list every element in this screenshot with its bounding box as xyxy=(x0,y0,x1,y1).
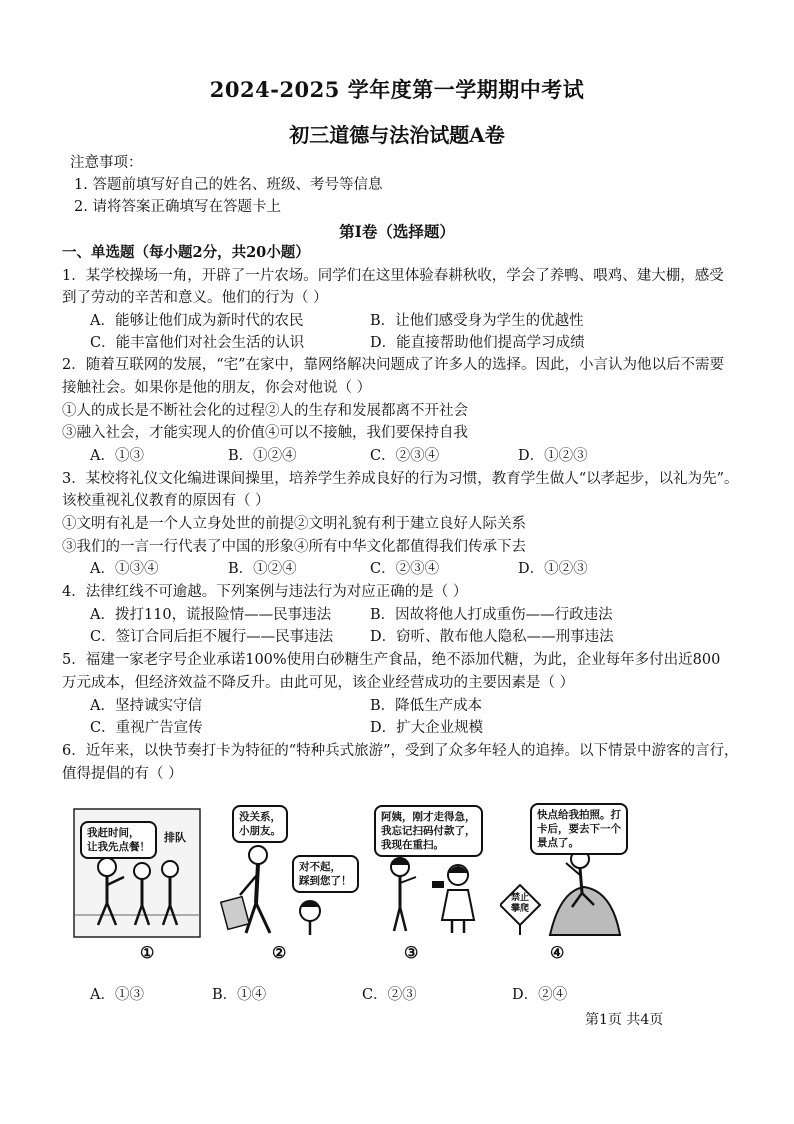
page-number: 第1页 共4页 xyxy=(585,1012,664,1028)
q5-option-a: A．坚持诚实守信 xyxy=(90,698,202,714)
cartoon-panel-1 xyxy=(72,795,202,965)
panel-3-speech-line2: 我忘记扫码付款了， xyxy=(381,825,476,837)
panel-1-queue-sign: 排队 xyxy=(164,831,186,844)
q2-statement-1: ①人的成长是不断社会化的过程②人的生存和发展都离不开社会 xyxy=(62,403,468,419)
cartoon-panel-4 xyxy=(500,795,630,965)
panel-2-speech-line2: 小朋友。 xyxy=(239,825,281,837)
q3-statement-2: ③我们的一言一行代表了中国的形象④所有中华文化都值得我们传承下去 xyxy=(62,539,526,555)
panel-1-speech-bubble xyxy=(80,821,157,859)
panel-2-speech-line1: 没关系， xyxy=(239,811,281,823)
q5-option-d: D．扩大企业规模 xyxy=(370,720,484,736)
q4-option-d: D．窃听、散布他人隐私——刑事违法 xyxy=(370,629,614,645)
panel-2-speech-bubble-adult xyxy=(232,805,288,843)
cartoon-panel-3 xyxy=(370,795,500,965)
panel-4-speech-line2: 卡后，要去下一个 xyxy=(537,823,621,835)
section-title: 第Ⅰ卷（选择题） xyxy=(339,222,455,241)
q1-option-a: A．能够让他们成为新时代的农民 xyxy=(90,313,304,329)
warning-sign-line2: 攀爬 xyxy=(510,904,529,914)
q3-option-d: D．①②③ xyxy=(518,561,588,577)
q4-option-a: A．拨打110，谎报险情——民事违法 xyxy=(90,607,332,623)
q3-option-b: B．①②④ xyxy=(228,561,297,577)
q5-stem-line2: 万元成本，但经济效益不降反升。由此可见，该企业经营成功的主要因素是（ ） xyxy=(62,675,575,691)
q6-option-a: A．①③ xyxy=(90,987,144,1003)
exam-subtitle: 初三道德与法治试题A卷 xyxy=(289,123,505,147)
q2-option-d: D．①②③ xyxy=(518,448,588,464)
q6-stem-line2: 值得提倡的有（ ） xyxy=(62,766,183,782)
q3-stem-line2: 该校重视礼仪教育的原因有（ ） xyxy=(62,493,270,509)
panel-4-warning-sign xyxy=(510,893,530,915)
panel-4-speech-line3: 景点了。 xyxy=(537,837,579,849)
q6-option-d: D．②④ xyxy=(512,987,568,1003)
q6-option-c: C．②③ xyxy=(362,987,417,1003)
q3-stem-line1: 3．某校将礼仪文化编进课间操里，培养学生养成良好的行为习惯，教育学生做人“以孝起步，以礼为先”。 xyxy=(62,471,739,487)
panel-1-speech-line2: 让我先点餐！ xyxy=(87,841,150,853)
q6-option-b: B．①④ xyxy=(212,987,267,1003)
q2-option-a: A．①③ xyxy=(90,448,144,464)
warning-sign-line1: 禁止 xyxy=(510,893,529,903)
note-item-1: 1. 答题前填写好自己的姓名、班级、考号等信息 xyxy=(74,177,383,193)
panel-2-child-speech-line1: 对不起， xyxy=(299,861,341,873)
panel-2-speech-bubble-child xyxy=(292,855,359,893)
panel-3-speech-line1: 阿姨，刚才走得急， xyxy=(381,811,476,823)
q2-stem-line1: 2．随着互联网的发展，“宅”在家中，靠网络解决问题成了许多人的选择。因此，小言认为他以后不需要 xyxy=(62,357,725,373)
panel-2-child-speech-line2: 踩到您了！ xyxy=(299,875,352,887)
panel-3-speech-bubble xyxy=(374,805,483,857)
q5-option-b: B．降低生产成本 xyxy=(370,698,483,714)
panel-4-label: ④ xyxy=(550,943,565,962)
note-item-2: 2. 请将答案正确填写在答题卡上 xyxy=(74,199,281,215)
panel-1-speech-line1: 我赶时间， xyxy=(87,827,140,839)
exam-title: 2024-2025 学年度第一学期期中考试 xyxy=(209,77,585,102)
panel-2-label: ② xyxy=(272,943,287,962)
q1-option-c: C．能丰富他们对社会生活的认识 xyxy=(90,335,305,351)
cartoon-panel-2 xyxy=(210,795,350,965)
q5-option-c: C．重视广告宣传 xyxy=(90,720,203,736)
q3-option-c: C．②③④ xyxy=(370,561,440,577)
q2-option-b: B．①②④ xyxy=(228,448,297,464)
notes-heading: 注意事项： xyxy=(70,155,143,171)
q5-stem-line1: 5．福建一家老字号企业承诺100%使用白砂糖生产食品，绝不添加代糖，为此，企业每年多付出近800 xyxy=(62,652,721,668)
part-heading: 一、单选题（每小题2分，共20小题） xyxy=(62,244,310,261)
q1-option-b: B．让他们感受身为学生的优越性 xyxy=(370,313,584,329)
q1-option-d: D．能直接帮助他们提高学习成绩 xyxy=(370,335,585,351)
q1-stem-line1: 1．某学校操场一角，开辟了一片农场。同学们在这里体验春耕秋收，学会了养鸭、喂鸡、建大棚，感受 xyxy=(62,268,724,284)
q3-option-a: A．①③④ xyxy=(90,561,159,577)
q2-stem-line2: 接触社会。如果你是他的朋友，你会对他说（ ） xyxy=(62,380,372,396)
q3-statement-1: ①文明有礼是一个人立身处世的前提②文明礼貌有利于建立良好人际关系 xyxy=(62,516,526,532)
panel-3-speech-line3: 我现在重扫。 xyxy=(381,839,444,851)
panel-1-label: ① xyxy=(140,943,155,962)
panel-3-label: ③ xyxy=(404,943,419,962)
panel-4-speech-line1: 快点给我拍照。打 xyxy=(537,809,621,821)
q2-option-c: C．②③④ xyxy=(370,448,440,464)
q4-option-c: C．签订合同后拒不履行——民事违法 xyxy=(90,629,334,645)
queue-cartoon-illustration xyxy=(72,795,202,940)
q1-stem-line2: 到了劳动的辛苦和意义。他们的行为（ ） xyxy=(62,290,328,306)
q4-option-b: B．因故将他人打成重伤——行政违法 xyxy=(370,607,613,623)
panel-4-speech-bubble xyxy=(530,803,628,855)
q4-stem: 4．法律红线不可逾越。下列案例与违法行为对应正确的是（ ） xyxy=(62,584,468,600)
q2-statement-2: ③融入社会，才能实现人的价值④可以不接触，我们要保持自我 xyxy=(62,425,468,441)
q6-stem-line1: 6．近年来，以快节奏打卡为特征的“特种兵式旅游”，受到了众多年轻人的追捧。以下情景中游客的言行， xyxy=(62,743,739,759)
